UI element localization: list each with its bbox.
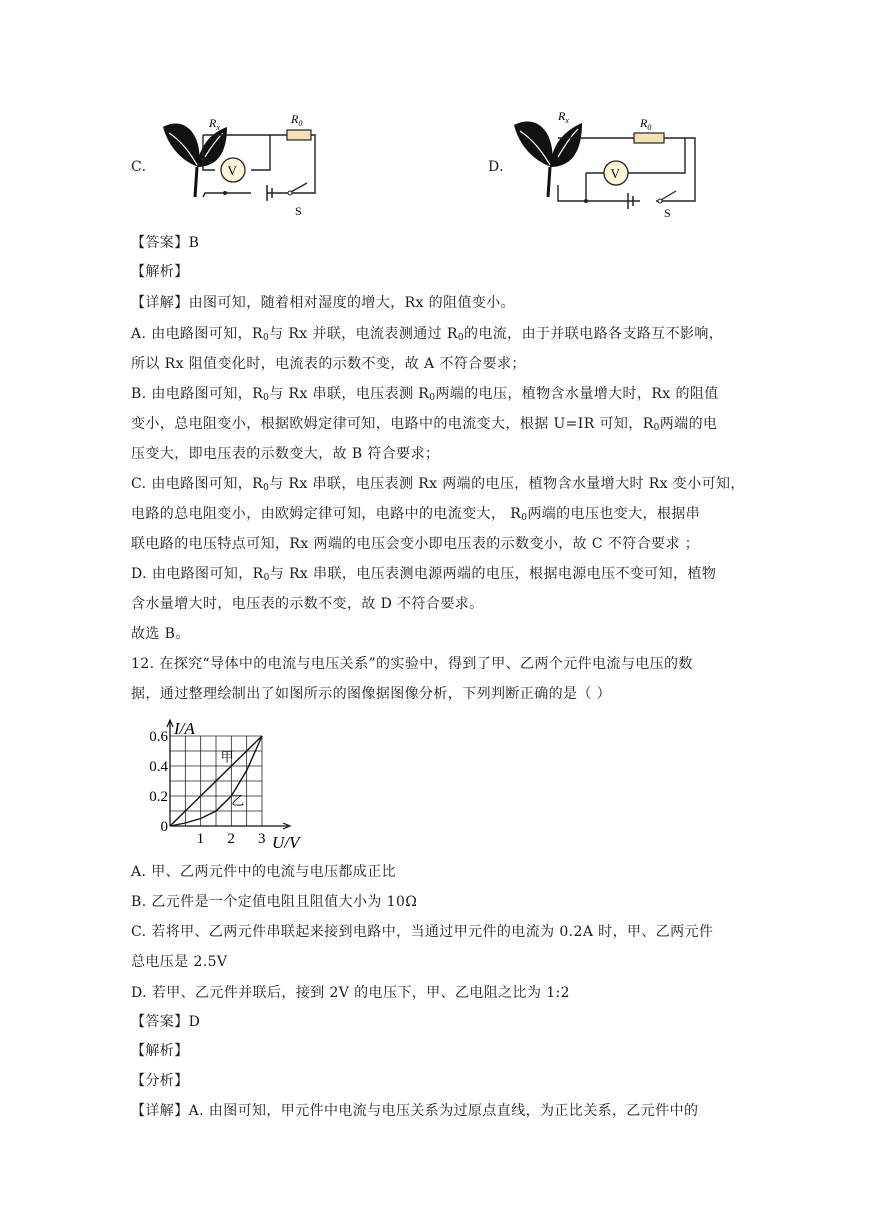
explanation-d-line1: D. 由电路图可知，$R_0$与 Rx 串联，电压表测电源两端的电压，根据电源电压不变可知，植物 [131,566,717,583]
analysis-label-12: 【解析】 [131,1043,189,1059]
explanation-b-line3: 压变大，即电压表的示数变大，故 B 符合要求； [131,446,440,462]
current-voltage-graph [146,712,316,852]
explanation-c-line3: 联电路的电压特点可知，Rx 两端的电压会变小即电压表的示数变小，故 C 不符合要求 ； [131,536,700,552]
x-axis-label: U/V [272,833,300,852]
answer-label: 【答案】B [131,235,200,251]
x-tick-label: 2 [227,831,235,847]
circuit-diagram-c [155,105,345,220]
y-tick-label: 0.4 [149,759,168,775]
question-12-stem-line1: 12. 在探究“导体中的电流与电压关系”的实验中，得到了甲、乙两个元件电流与电压的数 [131,656,693,672]
explanation-b-line2: 变小，总电阻变小，根据欧姆定律可知，电路中的电流变大，根据 U=IR 可知，$R_0$两端的电 [131,416,718,433]
option-c-line1: C. 若将甲、乙两元件串联起来接到电路中，当通过甲元件的电流为 0.2A 时，甲、乙两元件 [131,924,714,940]
option-a: A. 甲、乙两元件中的电流与电压都成正比 [131,864,397,880]
plant-leaf-icon [514,121,582,197]
explanation-d-line2: 含水量增大时，电压表的示数不变，故 D 不符合要求。 [131,596,484,612]
series-label: 甲 [220,750,234,766]
explanation-a-line1: A. 由电路图可知，$R_0$与 Rx 并联，电流表测通过 $R_0$的电流，由于并联电路各支路互不影响， [131,326,724,343]
detail-paragraph-12: 【详解】A. 由图可知，甲元件中电流与电压关系为过原点直线，为正比关系，乙元件中的 [131,1103,699,1119]
detail-paragraph: 【详解】由图可知，随着相对湿度的增大，Rx 的阻值变小。 [131,295,516,311]
explanation-c-line1: C. 由电路图可知，$R_0$与 Rx 串联，电压表测 Rx 两端的电压，植物含水量增大时 Rx 变小可知， [131,476,745,493]
svg-text:R0: $R_0$ [640,116,652,132]
answer-label-12: 【答案】D [131,1014,201,1030]
option-d: D. 若甲、乙元件并联后，接到 2V 的电压下，甲、乙电阻之比为 1:2 [131,985,570,1001]
y-tick-label: 0.2 [149,789,168,805]
circuit-diagram-d [510,105,705,220]
svg-text:Rx: $R_x$ [209,116,220,132]
option-b: B. 乙元件是一个定值电阻且阻值大小为 10Ω [131,894,418,910]
y-tick-label: 0.6 [149,729,168,745]
question-12-stem-line2: 据，通过整理绘制出了如图所示的图像据图像分析，下列判断正确的是（ ） [131,686,612,702]
y-axis-label: I/A [174,719,195,738]
svg-text:S: S [664,206,671,220]
option-d-label: D. [488,159,504,175]
y-tick-label: 0 [160,819,168,835]
svg-text:V: V [227,163,237,178]
series-label: 乙 [231,794,245,809]
choice-conclusion: 故选 B。 [131,626,190,642]
fenxi-label: 【分析】 [131,1073,189,1089]
svg-text:S: S [295,204,302,218]
explanation-a-line2: 所以 Rx 阻值变化时，电流表的示数不变，故 A 不符合要求； [131,356,526,372]
svg-text:V: V [610,166,620,181]
explanation-b-line1: B. 由电路图可知，$R_0$与 Rx 串联，电压表测 $R_0$两端的电压，植物含水量增大时，Rx 的阻值 [131,386,719,403]
explanation-c-line2: 电路的总电阻变小，由欧姆定律可知，电路中的电流变大， $R_0$两端的电压也变大，根据串 [131,506,701,523]
option-c-line2: 总电压是 2.5V [131,954,228,970]
x-tick-label: 1 [196,831,205,847]
x-tick-label: 3 [258,831,266,847]
analysis-label: 【解析】 [131,264,189,280]
svg-text:Rx: $R_x$ [558,109,569,125]
svg-text:R0: $R_0$ [291,112,303,128]
option-c-label: C. [131,159,147,175]
